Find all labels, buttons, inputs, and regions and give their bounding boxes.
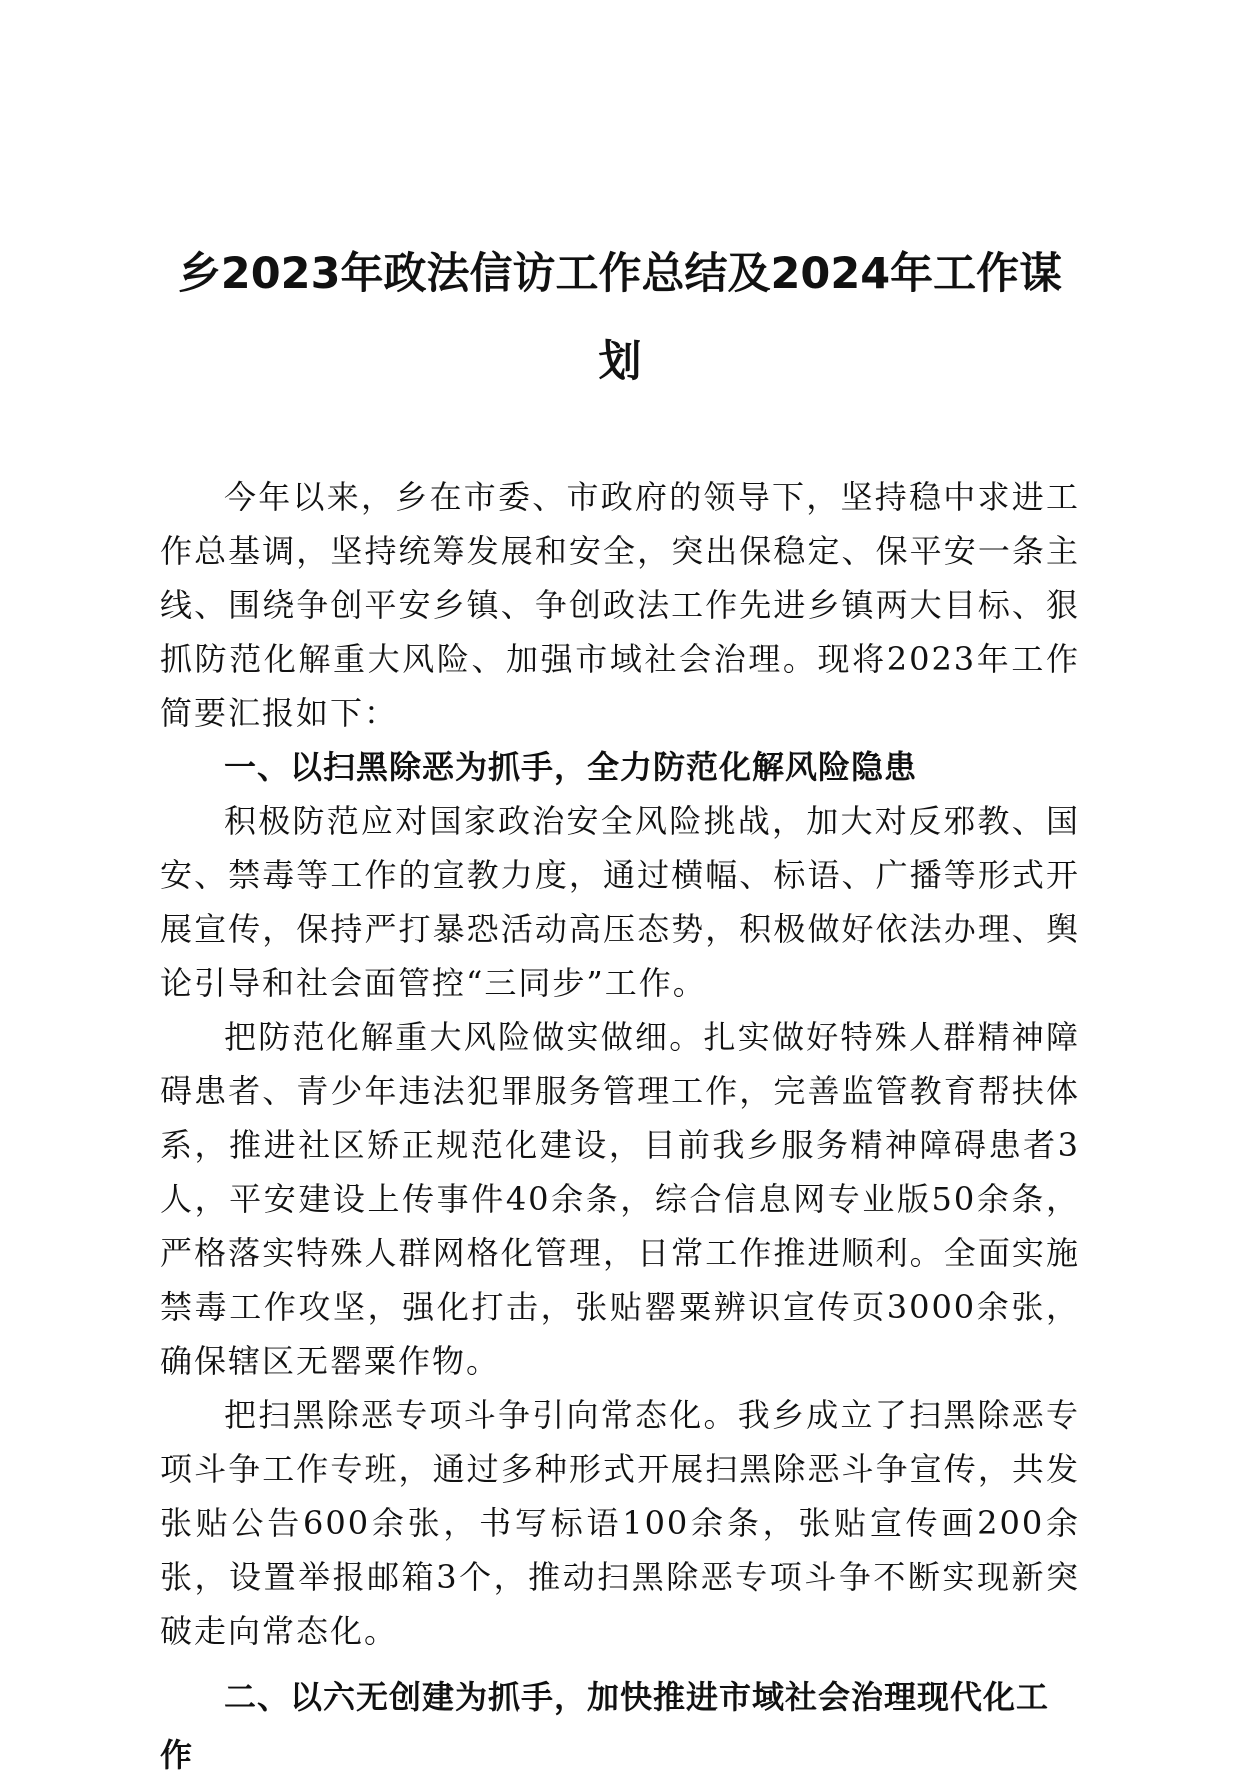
section-1-paragraph-2: 把防范化解重大风险做实做细。扎实做好特殊人群精神障碍患者、青少年违法犯罪服务管理工作，完善监管教育帮扶体系，推进社区矫正规范化建设，目前我乡服务精神障碍患者3人，平安建设上传事件40余条，综合信息网专业版50余条，严格落实特殊人群网格化管理，日常工作推进顺利。全面实施禁毒工作攻坚，强化打击，张贴罂粟辨识宣传页3000余张，确保辖区无罂粟作物。 — [160, 1018, 1080, 1380]
document-body — [160, 470, 1080, 1784]
intro-paragraph: 今年以来，乡在市委、市政府的领导下，坚持稳中求进工作总基调，坚持统筹发展和安全，突出保稳定、保平安一条主线、围绕争创平安乡镇、争创政法工作先进乡镇两大目标、狠抓防范化解重大风险、加强市域社会治理。现将2023年工作简要汇报如下： — [160, 478, 1080, 732]
document-title — [150, 230, 1090, 406]
section-1-paragraph-1: 积极防范应对国家政治安全风险挑战，加大对反邪教、国安、禁毒等工作的宣教力度，通过横幅、标语、广播等形式开展宣传，保持严打暴恐活动高压态势，积极做好依法办理、舆论引导和社会面管控“三同步”工作。 — [160, 802, 1080, 1002]
section-1-paragraph-3: 把扫黑除恶专项斗争引向常态化。我乡成立了扫黑除恶专项斗争工作专班，通过多种形式开展扫黑除恶斗争宣传，共发张贴公告600余张，书写标语100余条，张贴宣传画200余张，设置举报邮箱3个，推动扫黑除恶专项斗争不断实现新突破走向常态化。 — [160, 1396, 1080, 1650]
section-2-heading: 二、以六无创建为抓手，加快推进市域社会治理现代化工作 — [160, 1678, 1050, 1774]
section-1-heading: 一、以扫黑除恶为抓手，全力防范化解风险隐患 — [224, 748, 918, 786]
title-line-2: 划 — [598, 337, 642, 387]
title-line-1: 乡2023年政法信访工作总结及2024年工作谋 — [177, 249, 1063, 299]
